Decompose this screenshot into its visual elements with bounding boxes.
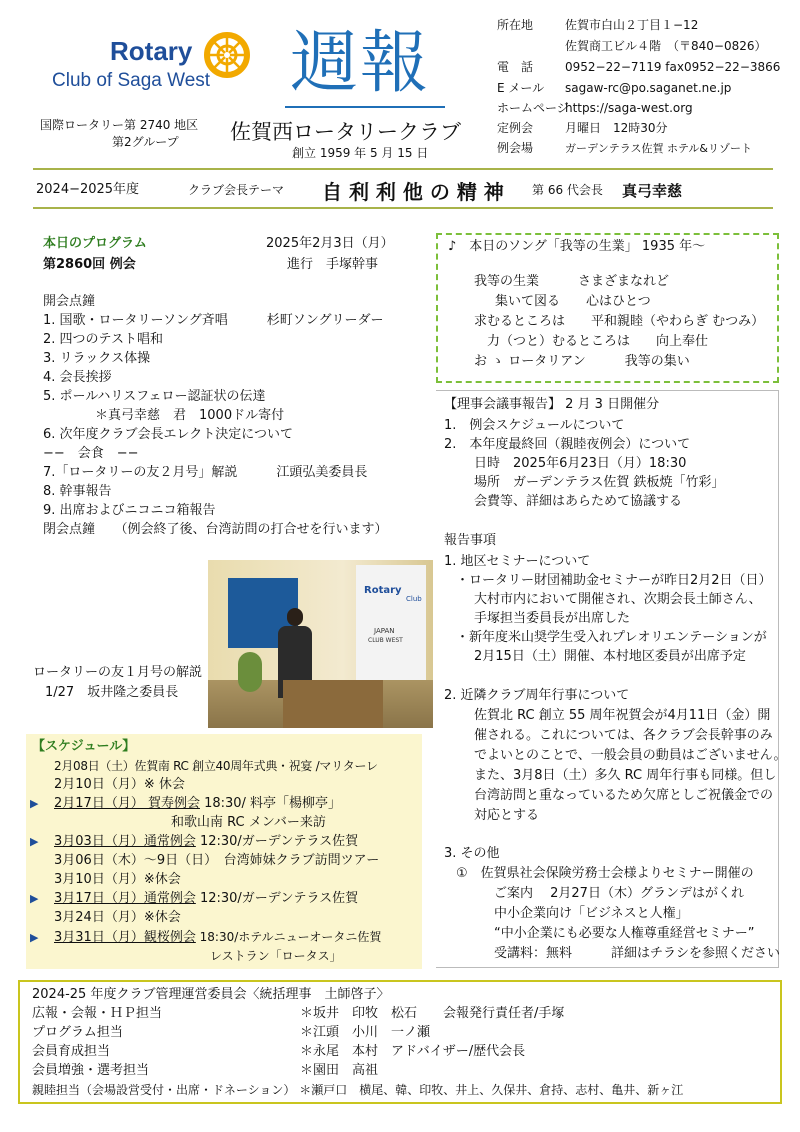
- report-heading: 2. 近隣クラブ周年行事について: [444, 688, 630, 703]
- song-line: 我等の生業 さまざまなれど: [474, 274, 670, 289]
- program-item: 1. 国歌・ロータリーソング斉唱 杉町ソングリーダー: [43, 313, 384, 328]
- email-link[interactable]: sagaw-rc@po.saganet.ne.jp: [565, 81, 732, 95]
- committee-row: 親睦担当（会場設営受付・出席・ドネーション） ＊瀬戸口 横尾、韓、印牧、井上、久保井、倉持、志村、亀井、新ヶ江: [32, 1083, 684, 1097]
- info-row: 所在地 佐賀市白山２丁目１−12: [497, 18, 699, 32]
- schedule-row: 3月06日（木）〜9日（日） 台湾姉妹クラブ訪問ツアー: [54, 853, 380, 868]
- report-line: 対応とする: [474, 808, 540, 823]
- board-item: 日時 2025年6月23日（月）18:30: [474, 456, 687, 471]
- report-line: 受講料：無料 詳細はチラシを参照ください: [494, 946, 781, 961]
- info-row: 定例会 月曜日 12時30分: [497, 121, 668, 135]
- meeting-photo: [208, 560, 433, 728]
- report-line: ご案内 2月27日（木）グランデはがくれ: [494, 886, 744, 901]
- report-line: “中小企業にも必要な人権尊重経営セミナー”: [494, 926, 755, 941]
- song-box: [436, 233, 779, 383]
- song-line: 求むるところは 平和親睦（やわらぎ むつみ）: [474, 314, 765, 329]
- schedule-row: 和歌山南 RC メンバー来訪: [54, 815, 326, 830]
- program-item: 8. 幹事報告: [43, 484, 112, 499]
- program-date: 2025年2月3日（月）: [266, 236, 394, 251]
- info-row: 例会場 ガーデンテラス佐賀 ホテル&リゾート: [497, 141, 752, 155]
- report-line: 大村市内において開催され、次期会長土師さん、: [474, 592, 762, 607]
- club-info: [497, 17, 792, 160]
- founded: 創立 1959 年 5 月 15 日: [292, 146, 429, 160]
- info-row: 電 話 0952−22−7119 fax0952−22−3866: [497, 60, 781, 74]
- title-underline: [285, 106, 445, 108]
- program-item: 閉会点鐘 （例会終了後、台湾訪問の打合せを行います）: [43, 522, 388, 537]
- schedule-row: ▶ 3月03日（月）通常例会 12:30/ガーデンテラス佐賀: [30, 834, 359, 849]
- photo-banner: [356, 565, 426, 680]
- group: 第2グループ: [112, 135, 179, 149]
- committee-row: 会員増強・選考担当 ＊園田 高祖: [32, 1063, 379, 1078]
- program-host: 進行 手塚幹事: [287, 257, 379, 272]
- banner-rotary: Rotary: [364, 585, 402, 596]
- theme-label: クラブ会長テーマ: [188, 183, 285, 197]
- song-line: 集いて図る 心はひとつ: [482, 294, 651, 309]
- report-heading: 3. その他: [444, 846, 500, 861]
- committee-row: 会員育成担当 ＊永尾 本村 アドバイザー/歴代会長: [32, 1044, 526, 1059]
- report-line: でよいとのことで、一般会員の動員はございません。: [474, 748, 787, 763]
- header-rule-bottom: [33, 207, 773, 209]
- photo-caption-2: 1/27 坂井隆之委員長: [45, 685, 179, 700]
- president-label: 第 66 代会長: [532, 183, 603, 197]
- fiscal-year: 2024−2025年度: [36, 182, 140, 197]
- banner-clubwest: CLUB WEST: [368, 637, 403, 644]
- program-title: 本日のプログラム: [43, 236, 147, 251]
- club-name: 佐賀西ロータリークラブ: [230, 120, 461, 144]
- board-item: 1. 例会スケジュールについて: [444, 418, 625, 433]
- rotary-wordmark: Rotary: [110, 36, 193, 66]
- photo-caption: ロータリーの友１月号の解説: [33, 665, 203, 680]
- program-item: 開会点鐘: [43, 294, 96, 309]
- song-line: お ゝ ロータリアン 我等の集い: [474, 354, 690, 369]
- song-title: ♪ 本日のソング「我等の生業」 1935 年〜: [448, 239, 706, 254]
- program-item: 6. 次年度クラブ会長エレクト決定について: [43, 427, 294, 442]
- song-line: 力（つと）むるところは 向上奉仕: [474, 334, 709, 349]
- report-line: ・新年度米山奨学生受入れプレオリエンテーションが: [456, 630, 767, 645]
- theme: 自 利 利 他 の 精 神: [322, 180, 504, 204]
- program-item: 7.「ロータリーの友２月号」解説 江頭弘美委員長: [43, 465, 368, 480]
- club-of-text: Club of Saga West: [52, 70, 211, 91]
- committee-row: プログラム担当 ＊江頭 小川 一ノ瀬: [32, 1025, 431, 1040]
- report-title: 報告事項: [444, 533, 497, 548]
- schedule-title: 【スケジュール】: [32, 739, 136, 754]
- committee-title: 2024-25 年度クラブ管理運営委員会〈統括理事 土師啓子〉: [32, 987, 390, 1002]
- header-rule-top: [33, 168, 773, 170]
- report-line: 台湾訪問と重なっているため欠席としご祝儀金での: [474, 788, 774, 803]
- rotary-logo: [52, 30, 257, 100]
- lectern: [283, 680, 383, 728]
- program-item: 5. ポールハリスフェロー認証状の伝達: [43, 389, 266, 404]
- report-line: 催される。これについては、各クラブ会長幹事のみ: [474, 728, 773, 743]
- district: 国際ロータリー第 2740 地区: [40, 118, 199, 132]
- committee-box: [18, 980, 782, 1104]
- president-name: 真弓幸慈: [622, 182, 683, 200]
- schedule-row: ▶ 2月17日（月） 賀寿例会 18:30/ 料亭「楊柳亭」: [30, 796, 342, 811]
- board-item: 2. 本年度最終回（親睦夜例会）について: [444, 437, 691, 452]
- schedule-row: ▶ 3月17日（月）通常例会 12:30/ガーデンテラス佐賀: [30, 891, 359, 906]
- report-line: また、3月8日（土）多久 RC 周年行事も同様。但し: [474, 768, 777, 783]
- meeting-number: 第2860回 例会: [43, 257, 136, 272]
- program-item: 9. 出席およびニコニコ箱報告: [43, 503, 216, 518]
- program-item: ＊真弓幸慈 君 1000ドル寄付: [43, 408, 285, 423]
- board-title: 【理事会議事報告】 2 月 3 日開催分: [444, 397, 660, 412]
- committee-row: 広報・会報・ＨＰ担当 ＊坂井 印牧 松石 会報発行責任者/手塚: [32, 1006, 565, 1021]
- shuho-title: 週報: [290, 24, 431, 103]
- program-item: 3. リラックス体操: [43, 351, 151, 366]
- report-heading: 1. 地区セミナーについて: [444, 554, 591, 569]
- schedule-row: ▶ 3月31日（月）観桜例会 18:30/ホテルニューオータニ佐賀: [30, 930, 382, 945]
- report-line: 佐賀北 RC 創立 55 周年祝賀会が4月11日（金）開: [474, 708, 771, 723]
- info-row: ホームページhttps://saga-west.org: [497, 101, 693, 115]
- banner-japan: JAPAN: [374, 627, 395, 635]
- schedule-box: [26, 734, 422, 969]
- info-row: 佐賀商工ビル４階 （〒840−0826）: [565, 39, 767, 53]
- program-item: −− 会食 −−: [43, 446, 139, 461]
- board-item: 会費等、詳細はあらためて協議する: [474, 494, 683, 509]
- report-line: ① 佐賀県社会保険労務士会様よりセミナー開催の: [456, 866, 754, 881]
- board-item: 場所 ガーデンテラス佐賀 鉄板焼「竹彩」: [474, 475, 725, 490]
- program-list: [43, 293, 433, 540]
- schedule-row: 2月10日（月）※ 休会: [54, 777, 185, 792]
- homepage-link[interactable]: https://saga-west.org: [565, 101, 693, 115]
- banner-club: Club: [406, 595, 422, 603]
- report-line: 2月15日（土）開催、本村地区委員が出席予定: [474, 649, 746, 664]
- program-item: 2. 四つのテスト唱和: [43, 332, 164, 347]
- schedule-row: レストラン「ロータス」: [54, 949, 342, 963]
- schedule-row: 2月08日（土）佐賀南 RC 創立40周年式典・祝宴 /マリターレ: [54, 759, 378, 773]
- schedule-row: 3月24日（月）※休会: [54, 910, 181, 925]
- report-line: ・ロータリー財団補助金セミナーが昨日2月2日（日）: [456, 573, 772, 588]
- report-line: 手塚担当委員長が出席した: [474, 611, 631, 626]
- program-item: 4. 会長挨拶: [43, 370, 112, 385]
- schedule-row: 3月10日（月）※休会: [54, 872, 181, 887]
- board-report: [436, 390, 787, 968]
- info-row: E メール sagaw-rc@po.saganet.ne.jp: [497, 81, 732, 95]
- plant: [238, 652, 262, 692]
- report-line: 中小企業向け「ビジネスと人権」: [494, 906, 689, 921]
